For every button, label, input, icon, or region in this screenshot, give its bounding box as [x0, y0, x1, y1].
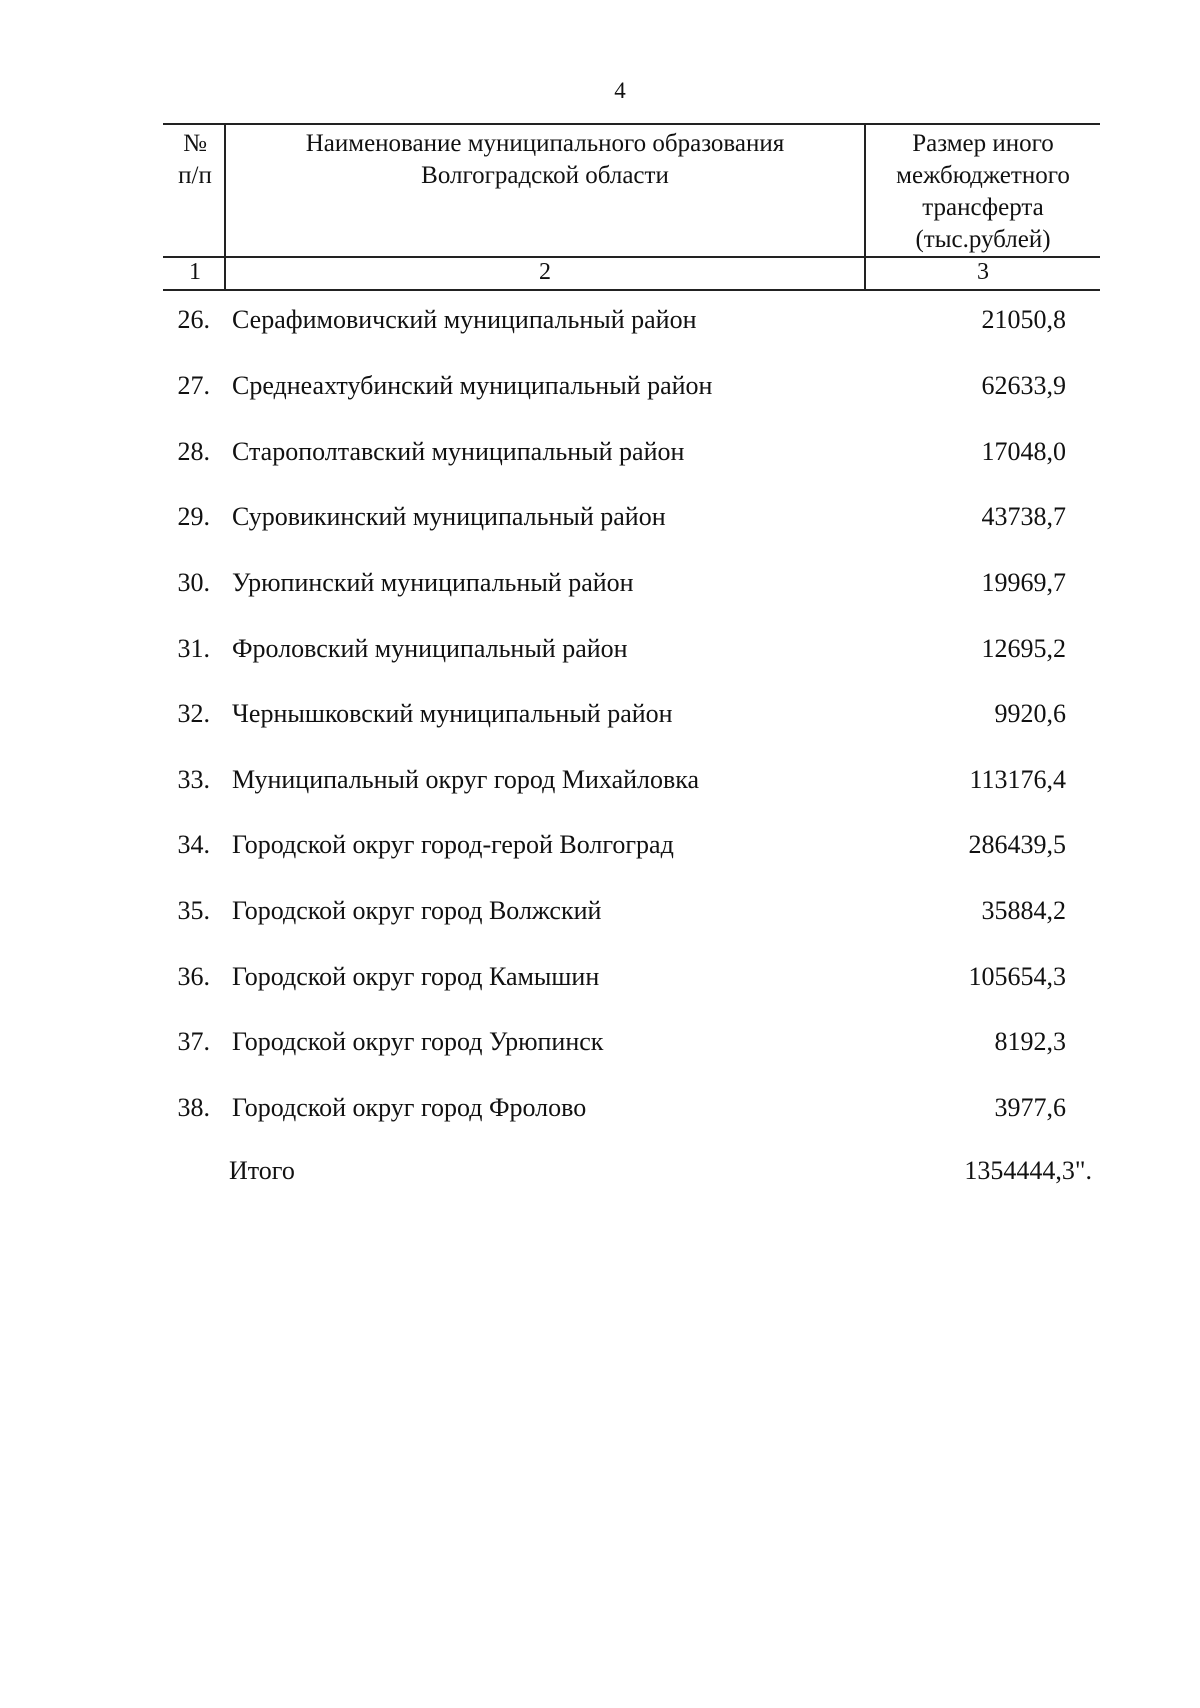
row-value: 8192,3	[994, 1027, 1066, 1056]
row-value: 17048,0	[981, 437, 1066, 466]
row-value: 62633,9	[981, 371, 1066, 400]
table-row	[0, 563, 1200, 603]
table-row	[0, 629, 1200, 669]
row-name: Урюпинский муниципальный район	[232, 568, 634, 597]
row-number: 38.	[177, 1093, 210, 1122]
table-row	[0, 1088, 1200, 1128]
row-number: 34.	[177, 830, 210, 859]
row-number: 37.	[177, 1027, 210, 1056]
row-value: 12695,2	[981, 634, 1066, 663]
table-row	[0, 300, 1200, 340]
row-number: 32.	[177, 699, 210, 728]
table-row	[0, 366, 1200, 406]
row-number: 35.	[177, 896, 210, 925]
row-name: Городской округ город Волжский	[232, 896, 602, 925]
header-col-number	[166, 128, 224, 192]
row-name: Городской округ город-герой Волгоград	[232, 830, 674, 859]
row-name: Городской округ город Урюпинск	[232, 1027, 604, 1056]
row-number: 31.	[177, 634, 210, 663]
row-value: 35884,2	[981, 896, 1066, 925]
table-row	[0, 694, 1200, 734]
header-col-value-line3: трансферта	[922, 194, 1044, 221]
table-row	[0, 825, 1200, 865]
row-name: Старополтавский муниципальный район	[232, 437, 685, 466]
header-col-value-line2: межбюджетного	[896, 162, 1070, 189]
table-row	[0, 891, 1200, 931]
table-row	[0, 497, 1200, 537]
row-value: 21050,8	[981, 305, 1066, 334]
row-value: 286439,5	[968, 830, 1066, 859]
row-name: Фроловский муниципальный район	[232, 634, 628, 663]
table-top-border	[163, 123, 1100, 125]
row-name: Муниципальный округ город Михайловка	[232, 765, 700, 794]
row-value: 43738,7	[981, 502, 1066, 531]
row-number: 27.	[177, 371, 210, 400]
row-name: Серафимовичский муниципальный район	[232, 305, 697, 334]
total-value: 1354444,3".	[964, 1156, 1092, 1185]
header-col-value-line4: (тыс.рублей)	[915, 226, 1051, 253]
row-number: 26.	[177, 305, 210, 334]
table-row	[0, 432, 1200, 472]
row-value: 3977,6	[994, 1093, 1066, 1122]
column-index-3: 3	[977, 259, 989, 285]
row-name: Среднеахтубинский муниципальный район	[232, 371, 713, 400]
row-number: 28.	[177, 437, 210, 466]
header-col-name	[226, 128, 864, 192]
row-value: 19969,7	[981, 568, 1066, 597]
header-col-number-line1: №	[183, 130, 207, 157]
row-name: Городской округ город Камышин	[232, 962, 600, 991]
page-number: 4	[614, 78, 626, 103]
header-col-number-line2: п/п	[178, 162, 212, 189]
row-name: Городской округ город Фролово	[232, 1093, 587, 1122]
row-number: 36.	[177, 962, 210, 991]
table-row	[0, 957, 1200, 997]
header-col-name-line1: Наименование муниципального образования	[305, 130, 785, 157]
table-row	[0, 1022, 1200, 1062]
header-col-value	[866, 128, 1100, 256]
row-value: 105654,3	[968, 962, 1066, 991]
row-name: Чернышковский муниципальный район	[232, 699, 673, 728]
row-value: 9920,6	[994, 699, 1066, 728]
index-row-bottom-border	[163, 289, 1100, 291]
column-index-1: 1	[189, 259, 201, 285]
row-name: Суровикинский муниципальный район	[232, 502, 666, 531]
row-value: 113176,4	[969, 765, 1066, 794]
header-col-name-line2: Волгоградской области	[421, 162, 669, 189]
row-number: 29.	[177, 502, 210, 531]
header-col-value-line1: Размер иного	[912, 130, 1054, 157]
table-row	[0, 760, 1200, 800]
total-label: Итого	[229, 1156, 295, 1185]
column-index-2: 2	[539, 259, 551, 285]
row-number: 33.	[177, 765, 210, 794]
row-number: 30.	[177, 568, 210, 597]
